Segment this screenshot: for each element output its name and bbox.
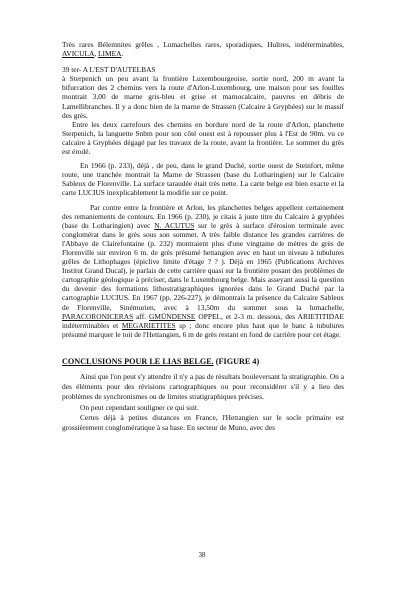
paragraph-conclusion-1: Ainsi que l'on peut s'y attendre il n'y a pas de résultats bouleversant la stratigraphie. On a des éléments pour des révisions cartographiques ou pour reconsidérer s'il y a lieu des problèmes de synchronismes ou de limites stratigraphiques précises. [62,371,344,402]
taxon-avicula: AVICULA [62,49,95,59]
taxon-paracoroniceras: PARACORONICERAS [62,311,134,321]
section-heading-conclusions [62,357,344,367]
text-run: Par contre entre la frontière et Arlon, les planchettes belges appellent certainement des remaniements de contours. En 1966 (p. 230), je citais à juste titre du Calcaire à gryphées (base du Lotharingien) avec [62,202,344,230]
text-run: . [121,49,124,59]
paragraph-conclusion-3: Certes déjà à petites distances en France, l'Hettangien sur le socle primaire est grossièrement conglomératique à sa base. En secteur de Muno, avec des [62,412,344,432]
text-run: sp ; donc encore plus haut que le banc à tubulures présumé marquer le toit de l'Hettangien, 6 m de grès restant en fond de carrière pour cet étage. [62,320,345,339]
paragraph-1966-steinfort: En 1966 (p. 233), déjà , de peu, dans le grand Duché, sortie ouest de Steinfort, même route, une tranchée montrait la Marne de Strassen (base du Lotharingien) sur le Calcaire Sableux de Florenville. La surface taraudée était très nette. La carte belge est bien exacte et la carte LUCIUS inexplicablement la modifie sur ce point. [62,161,344,198]
text-run: OPPEL, et 2-3 m. dessous, des ARIETITIDAE indéterminables et [62,311,344,330]
section-heading-39ter: 39 ter- A L'EST D'AUTELBAS [62,65,156,75]
paragraph-sterpenich: à Sterpenich un peu avant la frontière Luxembourgeoise, sortie nord, 200 m avant la bifurcation des 2 chemins vers la route d'Arlon-Luxembourg, une maison pour ses fouilles montrait 3,00 de marne gris-bleu et grise et marnocalcaire, pauvres en débris de Lamellibranches. Il y a donc bien de la marne de Strassen (Calcaire à Gryphées) sur le massif des grès. [62,74,344,120]
text-run: , [94,49,99,59]
page-number: 38 [198,552,206,559]
heading-underlined: CONCLUSIONS POUR LE LIAS BELGE. [62,356,214,366]
paragraph-frontiere-arlon [62,203,344,339]
text-run: sur le grès à surface d'érosion terminale avec conglomérat dans le grès sous son sommet. A très faible distance les grandes carrières de l'Abbaye de Clairefontaine (p. 232) montraient plus d'une vingtaine de mètres de grès de Florenville sur environ 6 m. de grès présumé hettangien avec en haut un niveau à tubulures grêles de Lithophages (épiclive limite d'étage ? ? ). Déjà en 1965 (Publications Archives Institut Grand Ducal), je parlais de cette carrière quasi sur la frontière posant des problèmes de cartographie géologique à préciser, dans le Luxembourg belge. Mais asseyant aussi la question du devenir des formations lithostratigraphiques ignorées dans le Grand Duché par la cartographie LUCIUS. En 1967 (pp. 226-227), je démontrais la présence du Calcaire Sableux de Florenville, Sinémurien, avec à 13,50m du sommet sous la lumachelle, [62,220,344,312]
text-run: aff. [133,311,150,321]
taxon-limea: LIMEA [98,49,122,59]
text-run: Très rares Bélemnites grêles , Lumachelles rares, sporadiques, Huîtres, indéterminables, [62,40,344,49]
paragraph-fauna [62,40,344,58]
heading-figure-ref: (FIGURE 4) [213,356,260,366]
taxon-megarietites: MEGARIETITES [121,320,176,330]
taxon-gmundense: GMÜNDENSE [149,311,196,321]
paragraph-carrefours: Entre les deux carrefours des chemins en bordure nord de la route d'Arlon, planchette Sterpenich, la languette Snbm pour son côté ouest est à repousser plus à l'Est de 90m. vu ce calcaire à Gryphées dégagé par les travaux de la route, avant la frontière. Le sommet du grès est érodé. [62,119,344,157]
paragraph-conclusion-2: On peut cependant souligner ce qui suit. [80,402,199,412]
text-column [62,40,344,433]
taxon-n-acutus: N. ACUTUS [154,220,195,230]
